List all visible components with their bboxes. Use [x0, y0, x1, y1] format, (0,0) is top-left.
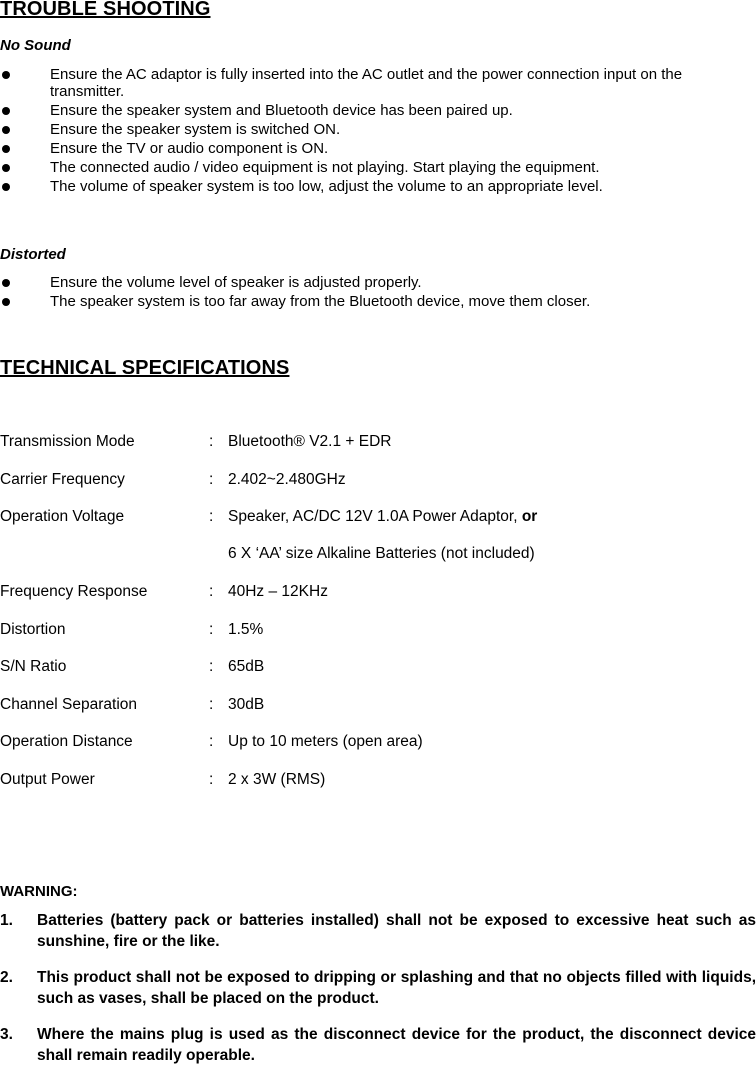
bullet-icon — [2, 145, 10, 153]
spec-label: S/N Ratio — [0, 658, 67, 675]
bullet-icon — [2, 279, 10, 287]
spec-value: Bluetooth® V2.1 + EDR — [228, 433, 392, 450]
spec-label: Channel Separation — [0, 696, 138, 713]
spec-label: Carrier Frequency — [0, 471, 125, 488]
warning-number: 3. — [0, 1026, 13, 1043]
spec-separator: : — [209, 771, 214, 788]
spec-separator: : — [209, 583, 214, 600]
spec-separator: : — [209, 433, 214, 450]
spec-label: Operation Voltage — [0, 508, 125, 525]
spec-separator: : — [209, 621, 214, 638]
spec-value: 2 x 3W (RMS) — [228, 771, 326, 788]
spec-row-channel-separation — [0, 696, 756, 714]
spec-label: Frequency Response — [0, 583, 148, 600]
spec-value: 65dB — [228, 658, 265, 675]
spec-row-sn-ratio — [0, 658, 756, 676]
spec-value: 30dB — [228, 696, 265, 713]
spec-row-operation-distance — [0, 733, 756, 751]
list-item: Ensure the TV or audio component is ON. — [0, 140, 756, 157]
warning-text: Where the mains plug is used as the disconnect device for the product, the disconnect device shall remain readily operable. — [37, 1026, 756, 1064]
spec-separator: : — [209, 658, 214, 675]
warning-text: This product shall not be exposed to dripping or splashing and that no objects filled with liquids, such as vases, shall be placed on the product. — [37, 969, 756, 1007]
spec-label: Transmission Mode — [0, 433, 135, 450]
spec-value: 1.5% — [228, 621, 264, 638]
spec-value: Up to 10 meters (open area) — [228, 733, 423, 750]
warning-number: 2. — [0, 969, 13, 986]
spec-separator: : — [209, 696, 214, 713]
spec-row-carrier-frequency — [0, 471, 756, 489]
list-item: The volume of speaker system is too low, adjust the volume to an appropriate level. — [0, 178, 756, 195]
list-item: Ensure the AC adaptor is fully inserted into the AC outlet and the power connection input on the transmitter. — [0, 66, 756, 100]
spec-value: Speaker, AC/DC 12V 1.0A Power Adaptor, or — [228, 508, 538, 525]
spec-label: Output Power — [0, 771, 95, 788]
spec-row-operation-voltage-alt — [0, 545, 756, 563]
spec-label: Distortion — [0, 621, 66, 638]
no-sound-list — [0, 66, 756, 197]
distorted-list — [0, 274, 756, 312]
bullet-icon — [2, 298, 10, 306]
spec-row-distortion — [0, 621, 756, 639]
bullet-icon — [2, 71, 10, 79]
spec-row-transmission-mode — [0, 433, 756, 451]
spec-separator: : — [209, 733, 214, 750]
spec-value: 40Hz – 12KHz — [228, 583, 328, 600]
no-sound-heading: No Sound — [0, 37, 71, 54]
bullet-icon — [2, 107, 10, 115]
warning-number: 1. — [0, 912, 13, 929]
bullet-icon — [2, 126, 10, 134]
spec-separator: : — [209, 471, 214, 488]
trouble-shooting-title: TROUBLE SHOOTING — [0, 0, 211, 20]
spec-row-frequency-response — [0, 583, 756, 601]
warning-title: WARNING: — [0, 883, 78, 900]
distorted-heading: Distorted — [0, 246, 66, 263]
list-item — [0, 1024, 756, 1066]
list-item: The connected audio / video equipment is not playing. Start playing the equipment. — [0, 159, 756, 176]
list-item — [0, 910, 756, 952]
warning-text: Batteries (battery pack or batteries installed) shall not be exposed to excessive heat such as sunshine, fire or the like. — [37, 912, 756, 950]
spec-row-operation-voltage — [0, 508, 756, 526]
technical-specifications-title: TECHNICAL SPECIFICATIONS — [0, 357, 290, 379]
warning-list — [0, 910, 756, 1066]
bullet-icon — [2, 164, 10, 172]
spec-separator: : — [209, 508, 214, 525]
spec-row-output-power — [0, 771, 756, 789]
spec-label: Operation Distance — [0, 733, 133, 750]
list-item: Ensure the speaker system and Bluetooth device has been paired up. — [0, 102, 756, 119]
bullet-icon — [2, 183, 10, 191]
list-item: Ensure the volume level of speaker is adjusted properly. — [0, 274, 756, 291]
list-item: The speaker system is too far away from the Bluetooth device, move them closer. — [0, 293, 756, 310]
spec-value: 2.402~2.480GHz — [228, 471, 346, 488]
list-item — [0, 967, 756, 1009]
spec-value: 6 X ‘AA’ size Alkaline Batteries (not included) — [228, 545, 535, 562]
list-item: Ensure the speaker system is switched ON. — [0, 121, 756, 138]
